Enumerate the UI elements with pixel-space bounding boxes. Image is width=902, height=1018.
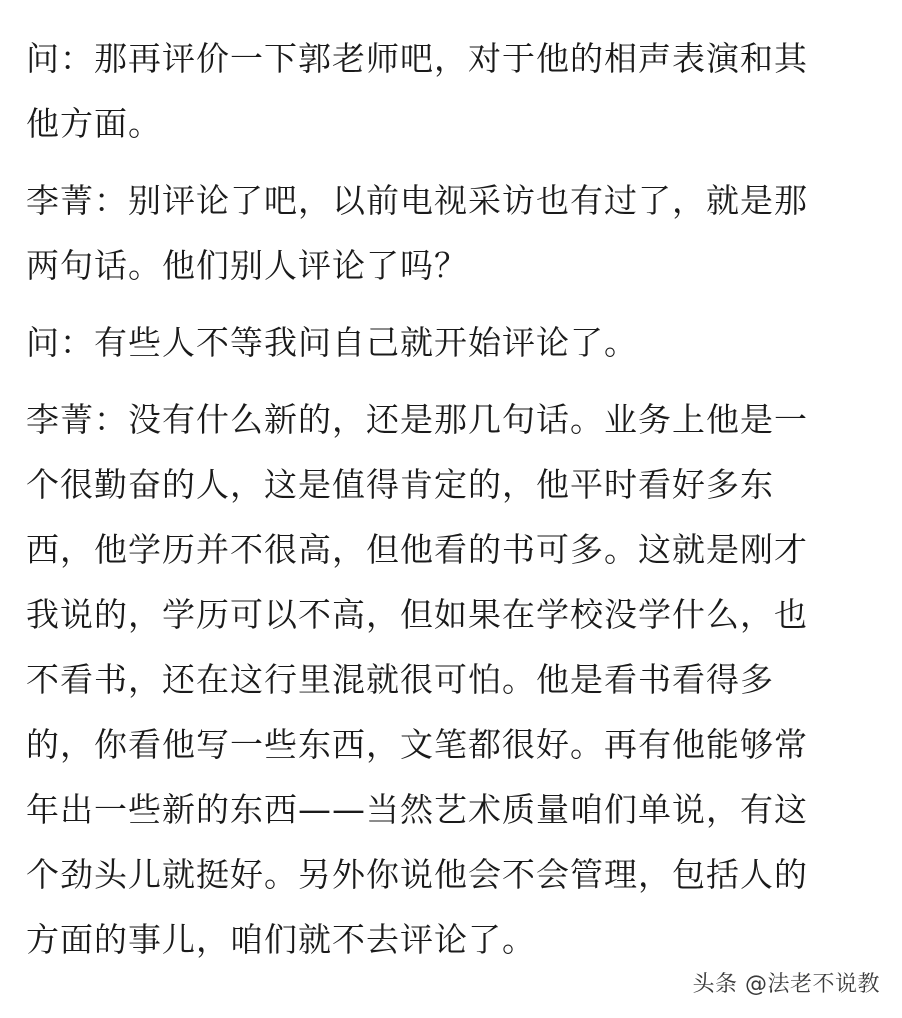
paragraph-answer-2 [26, 387, 882, 972]
text-line: 李菁：没有什么新的，还是那几句话。业务上他是一 [26, 400, 808, 439]
text-line: 个很勤奋的人，这是值得肯定的，他平时看好多东 [26, 465, 774, 504]
text-line: 问：有些人不等我问自己就开始评论了。 [26, 323, 638, 362]
paragraph-question-1 [26, 26, 882, 156]
paragraph-answer-1 [26, 168, 882, 298]
text-line: 两句话。他们别人评论了吗？ [26, 246, 468, 285]
text-line: 个劲头儿就挺好。另外你说他会不会管理，包括人的 [26, 855, 808, 894]
article-body [26, 26, 882, 984]
text-line: 的，你看他写一些东西，文笔都很好。再有他能够常 [26, 725, 808, 764]
text-line: 西，他学历并不很高，但他看的书可多。这就是刚才 [26, 530, 808, 569]
text-line: 我说的，学历可以不高，但如果在学校没学什么，也 [26, 595, 808, 634]
text-line: 李菁：别评论了吧，以前电视采访也有过了，就是那 [26, 181, 808, 220]
text-line: 年出一些新的东西——当然艺术质量咱们单说，有这 [26, 790, 808, 829]
paragraph-question-2 [26, 310, 882, 375]
text-line: 方面的事儿，咱们就不去评论了。 [26, 920, 536, 959]
text-line: 不看书，还在这行里混就很可怕。他是看书看得多 [26, 660, 774, 699]
text-line: 他方面。 [26, 104, 162, 143]
source-watermark: 头条 @法老不说教 [692, 972, 880, 997]
text-line: 问：那再评价一下郭老师吧，对于他的相声表演和其 [26, 39, 808, 78]
